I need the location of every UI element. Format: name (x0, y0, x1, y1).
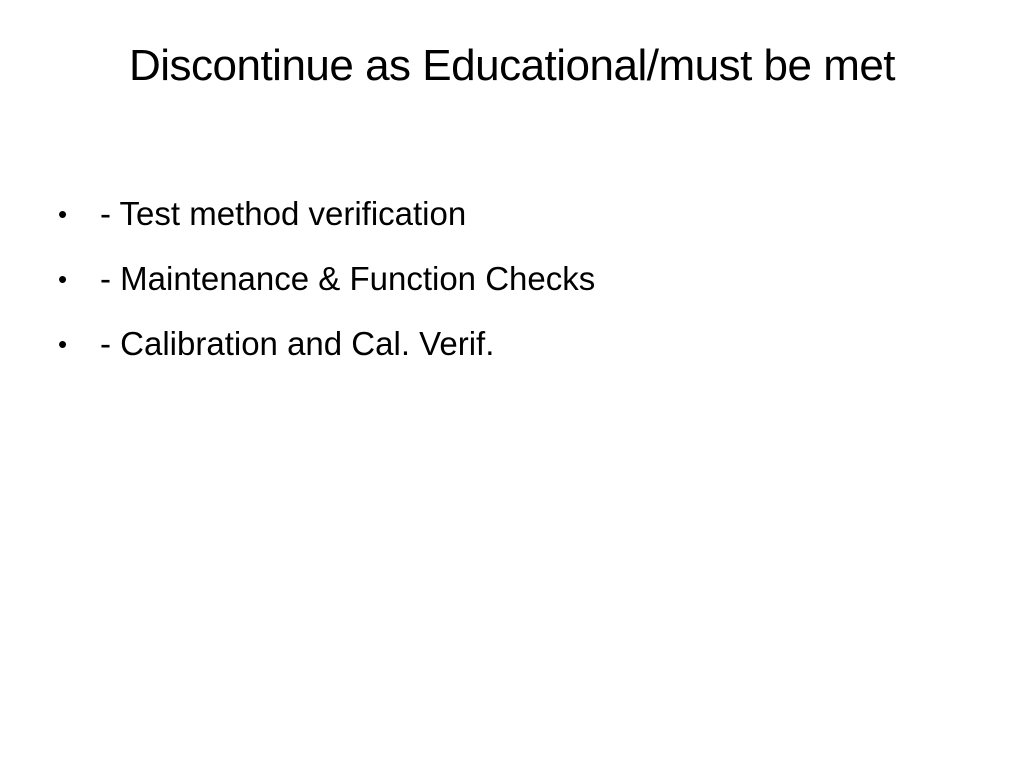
bullet-icon: • (58, 329, 68, 359)
list-item (58, 318, 958, 383)
bullet-icon: • (58, 199, 68, 229)
bullet-text: - Calibration and Cal. Verif. (100, 325, 495, 362)
list-item (58, 188, 958, 253)
bullet-list (58, 188, 958, 383)
list-item (58, 253, 958, 318)
bullet-text: - Maintenance & Function Checks (100, 260, 596, 297)
slide-title: Discontinue as Educational/must be met (128, 41, 896, 90)
bullet-icon: • (58, 264, 68, 294)
bullet-text: - Test method verification (100, 195, 467, 232)
